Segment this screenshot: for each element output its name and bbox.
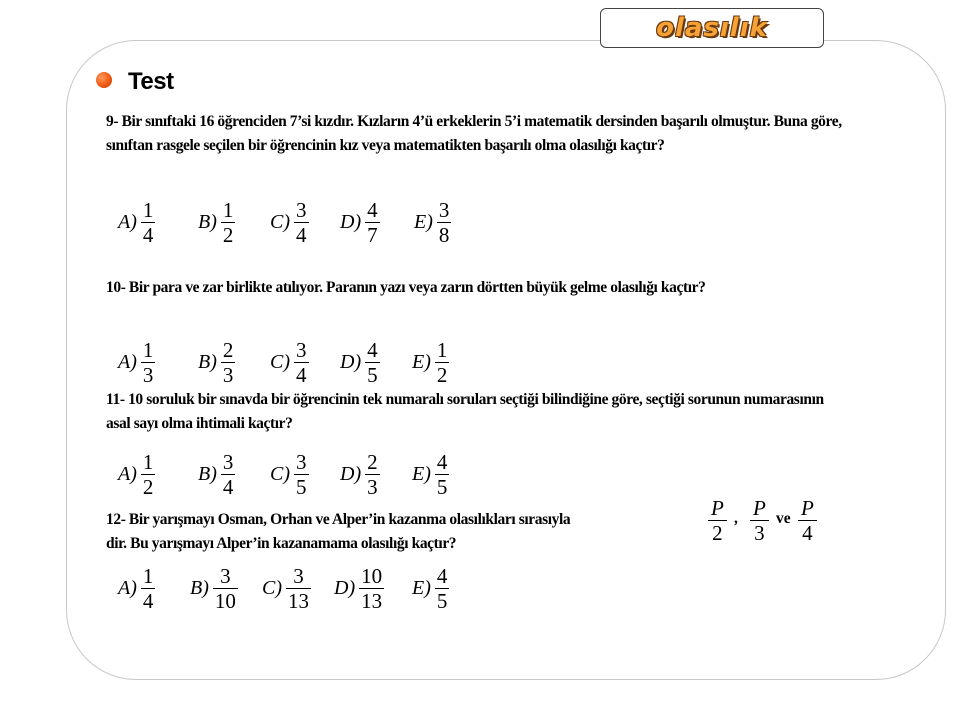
denominator: 2	[142, 474, 154, 499]
fraction	[365, 450, 380, 499]
fraction	[221, 198, 236, 247]
option-label: E)	[412, 350, 431, 373]
option-a	[118, 338, 198, 387]
numerator: 3	[296, 337, 307, 362]
option-a	[118, 450, 198, 499]
option-label: E)	[414, 210, 433, 233]
fraction	[141, 564, 156, 613]
option-b	[190, 564, 262, 613]
option-a	[118, 564, 190, 613]
option-label: A)	[118, 210, 137, 233]
numerator: P	[753, 496, 766, 520]
fraction	[221, 450, 236, 499]
option-label: B)	[198, 462, 217, 485]
question-10-options	[118, 334, 449, 390]
option-a	[118, 198, 198, 247]
fraction	[286, 564, 311, 613]
denominator: 4	[142, 588, 154, 613]
denominator: 5	[436, 474, 448, 499]
numerator: 1	[436, 337, 448, 362]
probability-osman	[708, 496, 727, 545]
denominator: 13	[288, 588, 309, 613]
numerator: 2	[367, 449, 378, 474]
denominator: 3	[142, 362, 154, 387]
numerator: P	[801, 496, 814, 520]
option-label: C)	[270, 210, 290, 233]
fraction	[221, 338, 236, 387]
option-e	[412, 450, 449, 499]
option-label: D)	[340, 350, 362, 373]
numerator: 4	[367, 197, 378, 222]
question-11-text: 11- 10 soruluk bir sınavda bir öğrencinin tek numaralı soruları seçtiği bilindiğine göre, seçtiği sorunun numarasının asal sayı olma ihtimali kaçtır?	[106, 391, 824, 432]
fraction	[294, 450, 309, 499]
option-label: C)	[262, 576, 282, 599]
fraction	[365, 338, 380, 387]
denominator: 8	[438, 222, 450, 247]
option-label: D)	[334, 576, 356, 599]
denominator: 2	[712, 521, 723, 545]
denominator: 2	[436, 362, 448, 387]
option-d	[340, 198, 414, 247]
option-d	[334, 564, 412, 613]
numerator: 10	[361, 563, 383, 588]
option-label: D)	[340, 210, 362, 233]
fraction	[294, 338, 309, 387]
numerator: 1	[142, 337, 154, 362]
numerator: 2	[222, 337, 234, 362]
probability-orhan	[750, 496, 769, 545]
fraction	[365, 198, 380, 247]
option-label: D)	[340, 462, 362, 485]
option-label: A)	[118, 462, 137, 485]
option-label: E)	[412, 462, 431, 485]
numerator: 1	[142, 449, 154, 474]
denominator: 5	[296, 474, 307, 499]
fraction	[141, 198, 156, 247]
probability-alper	[798, 496, 817, 545]
numerator: 1	[142, 197, 154, 222]
question-9-text: 9- Bir sınıftaki 16 öğrenciden 7’si kızdır. Kızların 4’ü erkeklerin 5’i matematik dersinden başarılı olmuştur. Buna göre, sınıftan rasgele seçilen bir öğrencinin kız veya matematikten başarılı olma olasılığı kaçtır?	[106, 113, 842, 154]
numerator: 1	[222, 197, 234, 222]
denominator: 4	[296, 362, 307, 387]
logo-box	[600, 8, 824, 48]
fraction	[141, 450, 156, 499]
fraction	[437, 198, 452, 247]
numerator: 4	[436, 449, 448, 474]
option-e	[412, 564, 449, 613]
fraction	[141, 338, 156, 387]
question-12-text-line2: dir. Bu yarışmayı Alper’in kazanamama olasılığı kaçtır?	[106, 535, 457, 552]
option-label: A)	[118, 576, 137, 599]
option-b	[198, 450, 270, 499]
option-d	[340, 450, 412, 499]
fraction	[213, 564, 238, 613]
option-label: B)	[190, 576, 209, 599]
question-11-options	[118, 446, 449, 502]
denominator: 4	[222, 474, 234, 499]
denominator: 10	[214, 588, 236, 613]
numerator: P	[711, 496, 724, 520]
question-9-options	[118, 194, 451, 250]
option-label: E)	[412, 576, 431, 599]
numerator: 3	[220, 563, 231, 588]
logo-text: olasılık	[656, 13, 768, 43]
page-title: Test	[128, 68, 174, 95]
denominator: 3	[754, 521, 765, 545]
numerator: 3	[296, 197, 307, 222]
denominator: 4	[296, 222, 307, 247]
option-label: B)	[198, 350, 217, 373]
option-label: C)	[270, 462, 290, 485]
fraction	[294, 198, 309, 247]
option-label: B)	[198, 210, 217, 233]
numerator: 4	[367, 337, 378, 362]
numerator: 3	[438, 197, 450, 222]
option-b	[198, 198, 270, 247]
option-label: A)	[118, 350, 137, 373]
fraction	[435, 450, 450, 499]
denominator: 13	[361, 588, 383, 613]
numerator: 3	[222, 449, 234, 474]
question-12-options	[118, 560, 449, 616]
numerator: 3	[296, 449, 307, 474]
numerator: 3	[293, 563, 304, 588]
option-c	[262, 564, 334, 613]
option-c	[270, 450, 340, 499]
bullet-icon	[96, 72, 112, 88]
option-e	[414, 198, 451, 247]
denominator: 4	[802, 521, 813, 545]
question-12-text-line1: 12- Bir yarışmayı Osman, Orhan ve Alper’in kazanma olasılıkları sırasıyla	[106, 511, 571, 528]
denominator: 5	[436, 588, 448, 613]
fraction	[435, 338, 450, 387]
option-c	[270, 198, 340, 247]
ve-conjunction: ve	[776, 510, 791, 527]
numerator: 4	[436, 563, 448, 588]
option-label: C)	[270, 350, 290, 373]
option-d	[340, 338, 412, 387]
denominator: 2	[222, 222, 234, 247]
comma-separator: ,	[734, 510, 738, 527]
denominator: 4	[142, 222, 154, 247]
denominator: 5	[367, 362, 378, 387]
option-c	[270, 338, 340, 387]
option-e	[412, 338, 449, 387]
option-b	[198, 338, 270, 387]
question-10-text: 10- Bir para ve zar birlikte atılıyor. Paranın yazı veya zarın dörtten büyük gelme olasılığı kaçtır?	[106, 279, 706, 296]
numerator: 1	[142, 563, 154, 588]
denominator: 7	[367, 222, 378, 247]
denominator: 3	[222, 362, 234, 387]
denominator: 3	[367, 474, 378, 499]
fraction	[359, 564, 384, 613]
fraction	[435, 564, 450, 613]
